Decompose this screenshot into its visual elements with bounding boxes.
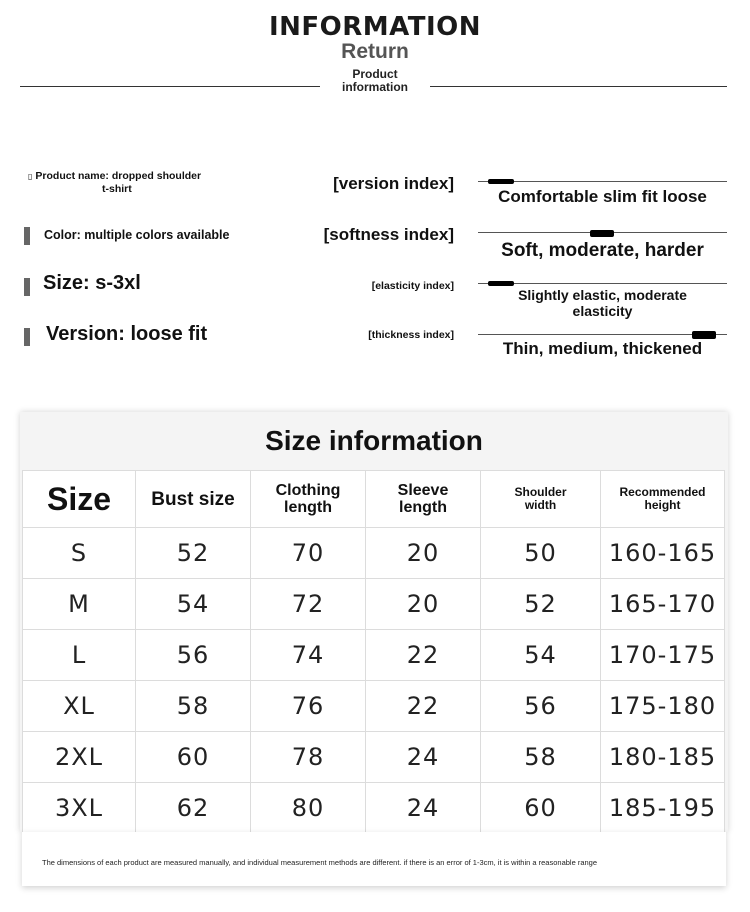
table-row [23, 528, 725, 579]
cell-shoulder: 58 [481, 732, 601, 783]
cell-shoulder: 56 [481, 681, 601, 732]
cell-size: 2XL [23, 732, 136, 783]
attr-product-name-line1: Product name: dropped shoulder [35, 170, 202, 182]
size-table-header-row [23, 471, 725, 528]
size-information-panel [20, 412, 728, 832]
cell-size: L [23, 630, 136, 681]
cell-sleeve: 20 [366, 579, 481, 630]
header-title: INFORMATION [268, 12, 482, 42]
index-options-thickness: Thin, medium, thickened [502, 339, 703, 358]
index-label-version: [version index] [333, 174, 454, 193]
scale-line-elasticity [478, 283, 727, 284]
cell-shoulder: 54 [481, 630, 601, 681]
header-recommended-height: Recommended height [601, 471, 725, 528]
measurement-footnote: The dimensions of each product are measured manually, and individual measurement methods are different. if there is an error of 1-3cm, it is within a reasonable range [42, 858, 598, 867]
cell-height: 170-175 [601, 630, 725, 681]
header-clothing-length: Clothing length [251, 471, 366, 528]
scale-marker-elasticity [488, 281, 514, 286]
table-row [23, 783, 725, 834]
index-label-elasticity: [elasticity index] [371, 280, 454, 292]
cell-height: 175-180 [601, 681, 725, 732]
bullet-icon [24, 278, 30, 296]
bullet-icon [24, 227, 30, 245]
table-row [23, 630, 725, 681]
cell-bust: 52 [136, 528, 251, 579]
cell-height: 165-170 [601, 579, 725, 630]
attr-product-name [28, 170, 228, 195]
attr-product-name-line2: t-shirt [102, 183, 132, 195]
scale-line-thickness [478, 334, 727, 335]
table-row [23, 579, 725, 630]
cell-length: 80 [251, 783, 366, 834]
cell-length: 72 [251, 579, 366, 630]
cell-sleeve: 20 [366, 528, 481, 579]
header-divider-right [430, 86, 727, 87]
index-options-softness: Soft, moderate, harder [501, 240, 704, 261]
cell-bust: 58 [136, 681, 251, 732]
size-information-title: Size information [265, 425, 483, 456]
cell-sleeve: 22 [366, 681, 481, 732]
scale-marker-version [488, 179, 514, 184]
cell-bust: 54 [136, 579, 251, 630]
cell-bust: 60 [136, 732, 251, 783]
index-label-softness: [softness index] [323, 225, 454, 244]
cell-height: 160-165 [601, 528, 725, 579]
scale-marker-softness [590, 230, 614, 237]
cell-shoulder: 50 [481, 528, 601, 579]
cell-length: 70 [251, 528, 366, 579]
header-divider-left [20, 86, 320, 87]
footnote-box [22, 832, 726, 886]
header-subtitle: Return [341, 40, 409, 63]
cell-height: 180-185 [601, 732, 725, 783]
cell-sleeve: 24 [366, 732, 481, 783]
attr-color: Color: multiple colors available [44, 228, 230, 242]
header-size: Size [23, 471, 136, 528]
small-box-icon: ▯ [28, 172, 33, 181]
cell-bust: 62 [136, 783, 251, 834]
header-small-caption [325, 68, 425, 94]
size-table [22, 470, 725, 834]
cell-size: S [23, 528, 136, 579]
header-small-line2: information [342, 80, 408, 94]
table-row [23, 732, 725, 783]
table-row [23, 681, 725, 732]
cell-length: 78 [251, 732, 366, 783]
cell-bust: 56 [136, 630, 251, 681]
index-label-thickness: [thickness index] [368, 329, 454, 341]
attr-size: Size: s-3xl [43, 272, 141, 294]
scale-line-version [478, 181, 727, 182]
header-sleeve-length: Sleeve length [366, 471, 481, 528]
cell-size: 3XL [23, 783, 136, 834]
index-options-elasticity: Slightly elastic, moderate elasticity [518, 287, 687, 319]
bullet-icon [24, 328, 30, 346]
cell-length: 74 [251, 630, 366, 681]
attr-version: Version: loose fit [46, 323, 208, 345]
cell-shoulder: 60 [481, 783, 601, 834]
cell-sleeve: 24 [366, 783, 481, 834]
cell-height: 185-195 [601, 783, 725, 834]
scale-marker-thickness [692, 331, 716, 339]
header-bust-size: Bust size [136, 471, 251, 528]
cell-shoulder: 52 [481, 579, 601, 630]
cell-size: XL [23, 681, 136, 732]
index-options-version: Comfortable slim fit loose [498, 187, 707, 206]
cell-size: M [23, 579, 136, 630]
header-small-line1: Product [352, 67, 398, 81]
header-shoulder-width: Shoulder width [481, 471, 601, 528]
cell-sleeve: 22 [366, 630, 481, 681]
cell-length: 76 [251, 681, 366, 732]
